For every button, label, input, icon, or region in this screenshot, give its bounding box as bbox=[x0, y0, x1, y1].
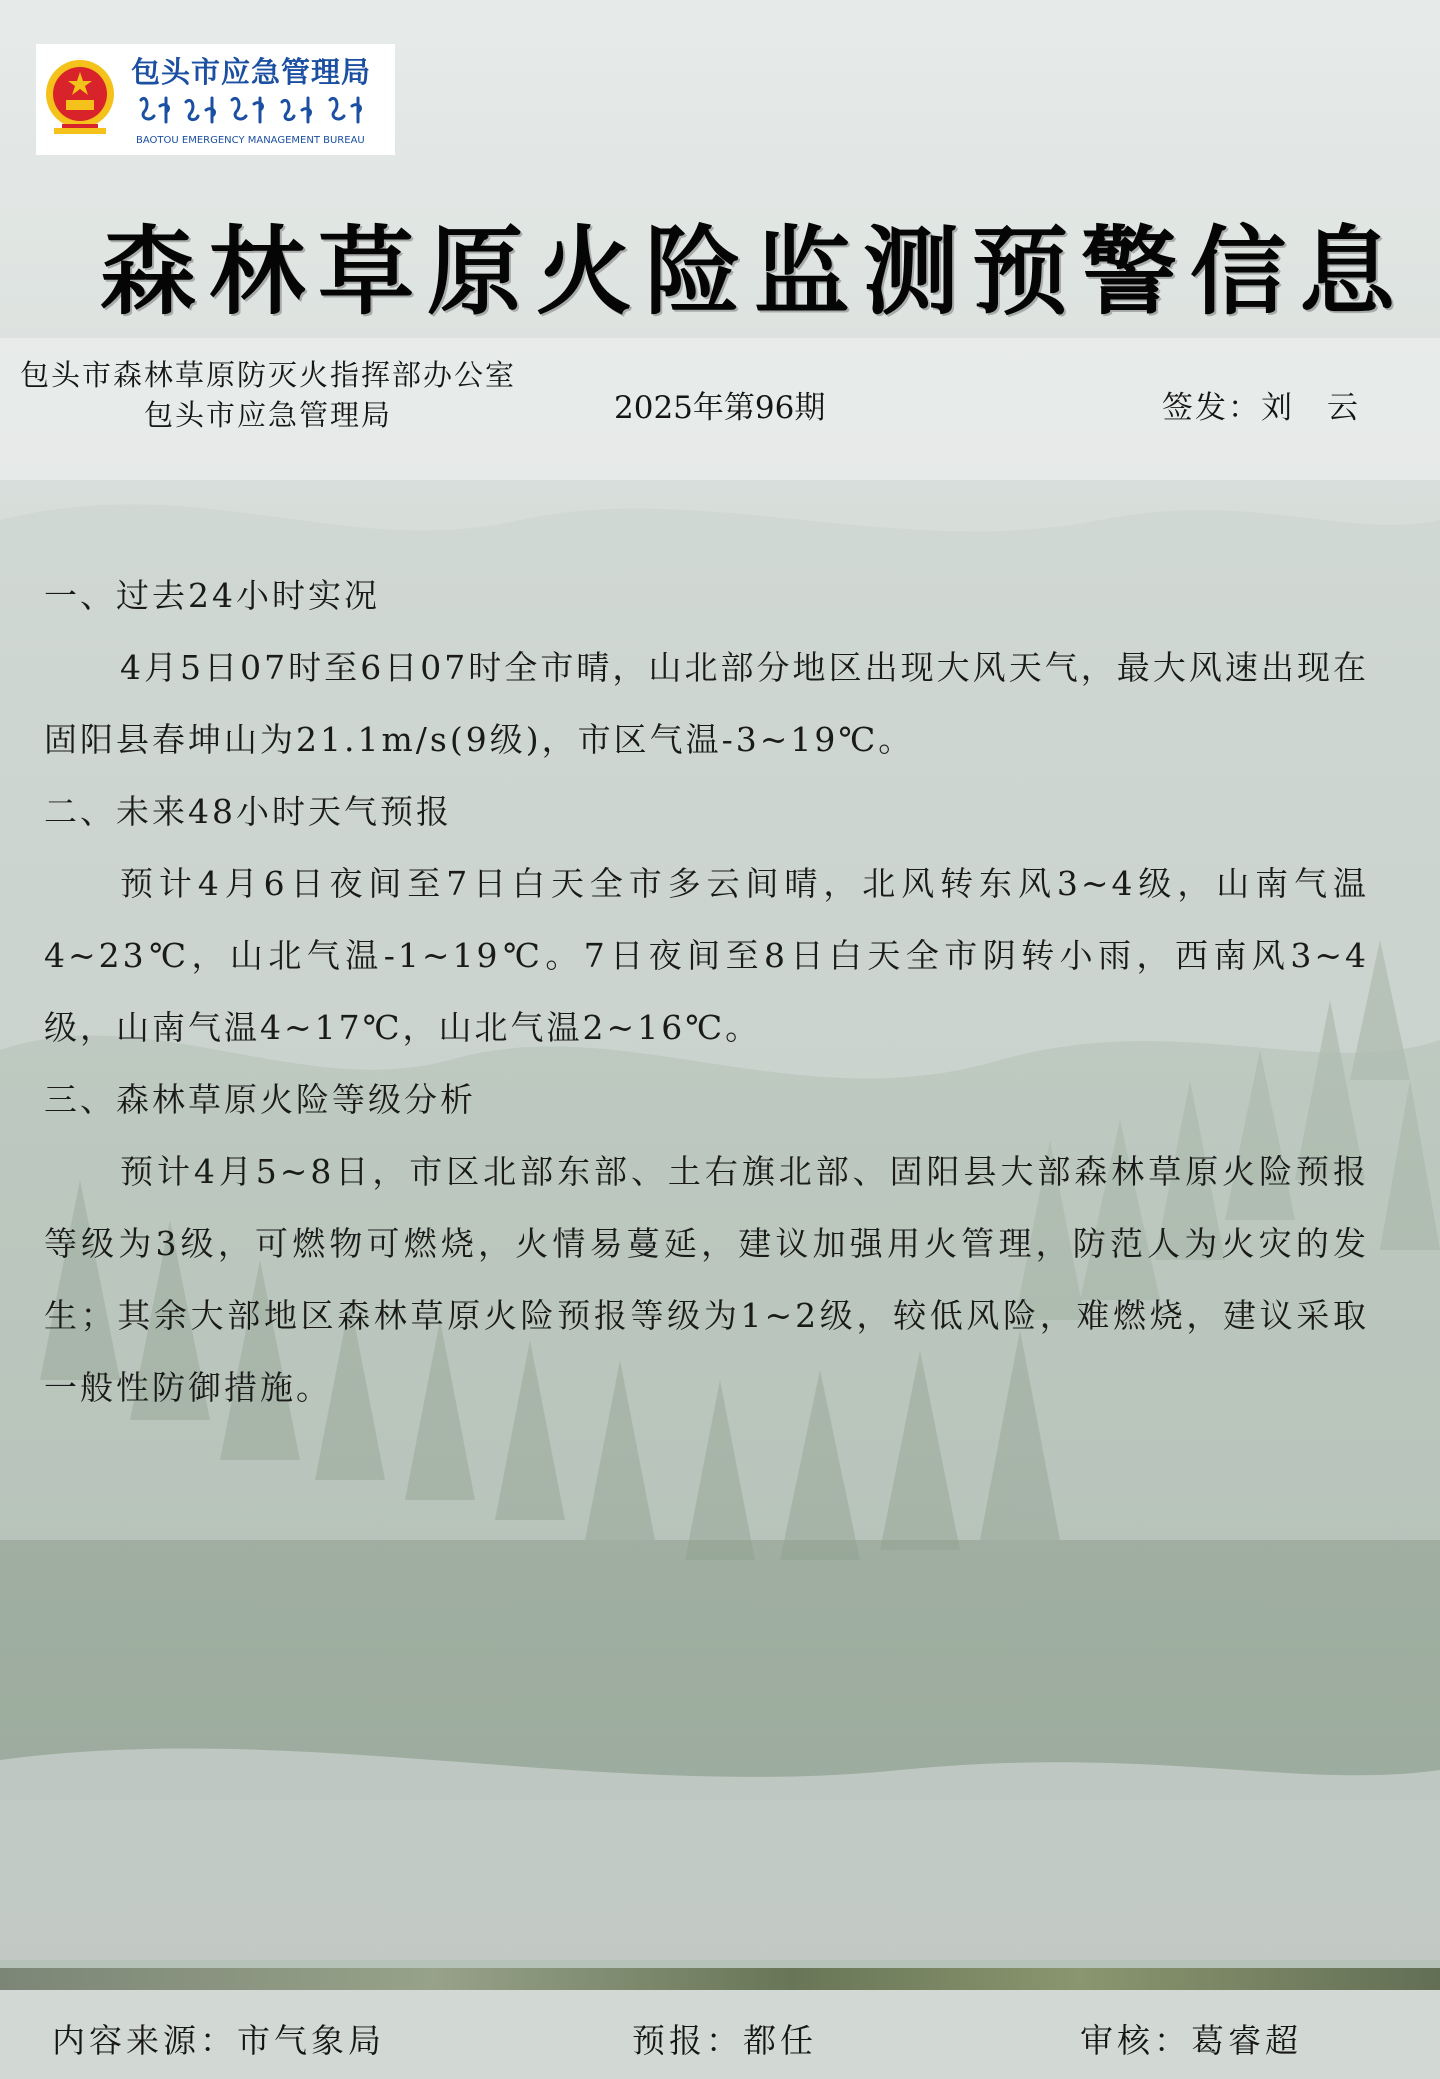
section-heading: 一、过去24小时实况 bbox=[44, 576, 380, 615]
bureau-logo bbox=[36, 44, 395, 155]
mongolian-script-logotype bbox=[136, 92, 381, 128]
footer-image-strip bbox=[0, 1968, 1440, 1990]
signer: 签发：刘 云 bbox=[1162, 390, 1360, 426]
issuer-block bbox=[12, 355, 524, 435]
bulletin-content bbox=[44, 560, 1369, 1424]
section-body: 4月5日07时至6日07时全市晴，山北部分地区出现大风天气，最大风速出现在固阳县春坤山为21.1m/s(9级)，市区气温-3~19℃。 bbox=[44, 648, 1369, 759]
section-heading: 三、森林草原火险等级分析 bbox=[44, 1080, 476, 1119]
issuer-line-1: 包头市森林草原防灭火指挥部办公室 bbox=[19, 358, 516, 392]
forecaster: 预报：都任 bbox=[632, 2021, 817, 2060]
issuer-line-2: 包头市应急管理局 bbox=[143, 398, 392, 432]
national-emblem-icon bbox=[44, 58, 116, 138]
bureau-english-name: BAOTOU EMERGENCY MANAGEMENT BUREAU bbox=[136, 135, 365, 146]
issue-number: 2025年第96期 bbox=[614, 390, 826, 426]
bureau-name: 包头市应急管理局 bbox=[131, 55, 372, 89]
reviewer: 审核：葛睿超 bbox=[1080, 2021, 1302, 2060]
section-body: 预计4月6日夜间至7日白天全市多云间晴，北风转东风3~4级，山南气温4~23℃，山北气温-1~19℃。7日夜间至8日白天全市阴转小雨，西南风3~4级，山南气温4~17℃，山北气温2~16℃。 bbox=[44, 864, 1369, 1047]
section-heading: 二、未来48小时天气预报 bbox=[44, 792, 452, 831]
document-title: 森林草原火险监测预警信息 bbox=[100, 215, 1408, 328]
content-source: 内容来源：市气象局 bbox=[52, 2021, 385, 2060]
section-body: 预计4月5~8日，市区北部东部、土右旗北部、固阳县大部森林草原火险预报等级为3级，可燃物可燃烧，火情易蔓延，建议加强用火管理，防范人为火灾的发生；其余大部地区森林草原火险预报等级为1~2级，较低风险，难燃烧，建议采取一般性防御措施。 bbox=[44, 1152, 1369, 1407]
